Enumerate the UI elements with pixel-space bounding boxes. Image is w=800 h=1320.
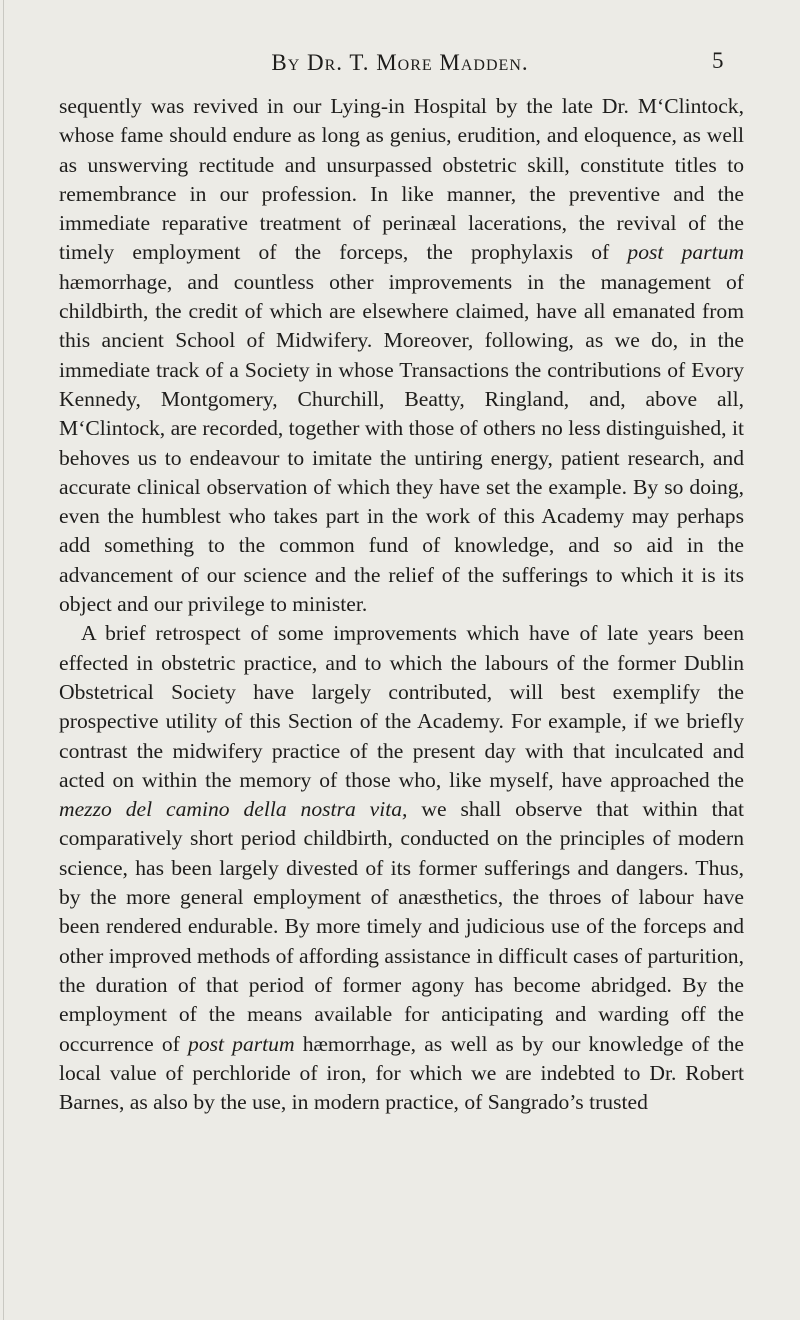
p1-text: sequently was revived in our Lying-in Hospital by the late Dr. M‘Clintock, whose fame should endure as long as genius, erudition, and eloquence, as well as unswerving rectitude and unsurpassed obstetric skill, constitute titles to remembrance in our profession. In like manner, the preventive and the immediate reparative treatment of perinæal lacerations, the revival of the timely employment of the forceps, the prophylaxis of bbox=[59, 94, 744, 265]
page-edge-rule bbox=[3, 0, 4, 1320]
page-header bbox=[0, 44, 800, 84]
page-number: 5 bbox=[712, 48, 724, 73]
body-text bbox=[59, 92, 744, 1117]
p2-italic-mezzo: mezzo del camino della nostra vita, bbox=[59, 797, 408, 822]
p2-text: A brief retrospect of some improvements which have of late years been effected in obstetric practice, and to which the labours of the former Dublin Obstetrical Society have largely contributed, will best exemplify the prospective utility of this Section of the Academy. For example, if we briefly contrast the midwifery practice of the present day with that inculcated and acted on within the memory of those who, like myself, have approached the bbox=[59, 621, 744, 792]
p2-italic-post-partum: post partum bbox=[188, 1031, 295, 1056]
p1-italic-post-partum: post partum bbox=[627, 240, 744, 265]
p2-text: we shall observe that within that comparatively short period childbirth, conducted on the principles of modern science, has been largely divested of its former sufferings and dangers. Thus, by the more general employment of anæsthetics, the throes of labour have been rendered endurable. By more timely and judicious use of the forceps and other improved methods of affording assistance in difficult cases of parturition, the duration of that period of former agony has become abridged. By the employment of the means available for anticipating and warding off the occurrence of bbox=[59, 797, 744, 1056]
running-head: By Dr. T. More Madden. bbox=[271, 50, 529, 75]
p1-text: hæmorrhage, and countless other improvements in the management of childbirth, the credit of which are elsewhere claimed, have all emanated from this ancient School of Midwifery. Moreover, following, as we do, in the immediate track of a Society in whose Transactions the contributions of Evory Kennedy, Montgomery, Churchill, Beatty, Ringland, and, above all, M‘Clintock, are recorded, together with those of others no less distinguished, it behoves us to endeavour to imitate the untiring energy, patient research, and accurate clinical observation of which they have set the example. By so doing, even the humblest who takes part in the work of this Academy may perhaps add something to the common fund of knowledge, and so aid in the advancement of our science and the relief of the sufferings to which it is its object and our privilege to minister. bbox=[59, 269, 744, 617]
paragraph-1 bbox=[59, 92, 744, 619]
paragraph-2 bbox=[59, 619, 744, 1117]
p2-text: hæmorrhage, as well as by our knowledge of the local value of perchloride of iron, for which we are indebted to Dr. Robert Barnes, as also by the use, in modern practice, of Sangrado’s trusted bbox=[59, 1031, 744, 1115]
